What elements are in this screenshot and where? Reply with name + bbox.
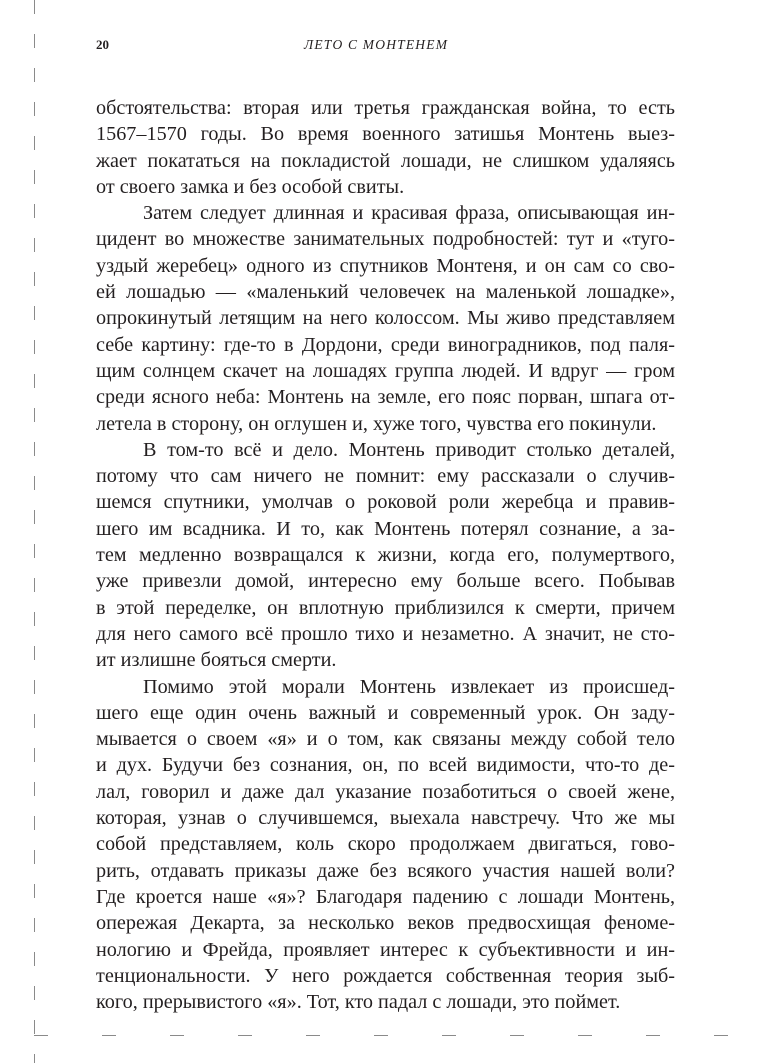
text-line: себе картину: где-то в Дордони, среди виноградников, под паля- bbox=[96, 333, 675, 356]
text-line: рить, отдавать приказы даже без всякого участия нашей воли? bbox=[96, 859, 675, 882]
text-line: опрокинутый летящим на него колоссом. Мы живо представляем bbox=[96, 307, 675, 330]
text-line: в этой переделке, он вплотную приблизился к смерти, причем bbox=[96, 596, 675, 619]
text-line: для него самого всё прошло тихо и незаметно. А значит, не сто- bbox=[96, 622, 675, 645]
text-line: которая, узнав о случившемся, выехала навстречу. Что же мы bbox=[96, 807, 675, 830]
text-line: собой представляем, коль скоро продолжаем двигаться, гово- bbox=[96, 833, 675, 856]
text-line: шего еще один очень важный и современный урок. Он заду- bbox=[96, 701, 675, 724]
text-line: уздый жеребец» одного из спутников Монтеня, и он сам со сво- bbox=[96, 254, 675, 277]
paragraph bbox=[96, 674, 675, 1016]
text-line: обстоятельства: вторая или третья гражданская война, то есть bbox=[96, 97, 675, 119]
text-line: шемся спутники, умолчав о роковой роли жеребца и правив- bbox=[96, 491, 675, 514]
text-line: 1567–1570 годы. Во время военного затишья Монтень выез- bbox=[96, 123, 675, 146]
book-title: ЛЕТО С МОНТЕНЕМ bbox=[304, 37, 449, 52]
running-header bbox=[96, 34, 674, 56]
paragraph bbox=[96, 200, 675, 437]
text-line: мывается о своем «я» и о том, как связаны между собой тело bbox=[96, 728, 675, 751]
text-line: потому что сам ничего не помнит: ему рассказали о случив- bbox=[96, 465, 675, 488]
text-line: шего им всадника. И то, как Монтень потерял сознание, а за- bbox=[96, 517, 675, 540]
text-line: кого, прерывистого «я». Тот, кто падал с лошади, это поймет. bbox=[96, 991, 621, 1014]
text-line: щим солнцем скачет на лошадях группа людей. И вдруг — гром bbox=[96, 359, 675, 382]
text-line: ит излишне бояться смерти. bbox=[96, 649, 337, 672]
crop-marks-left bbox=[34, 0, 35, 1063]
text-line: ей лошадью — «маленький человечек на маленькой лошадке», bbox=[96, 281, 675, 304]
text-line: уже привезли домой, интересно ему больше всего. Побывав bbox=[96, 570, 675, 593]
text-line: Затем следует длинная и красивая фраза, описывающая ин- bbox=[143, 202, 675, 225]
text-line: Помимо этой морали Монтень извлекает из происшед- bbox=[143, 675, 675, 698]
text-line: лал, говорил и даже дал указание позаботиться о своей жене, bbox=[96, 780, 675, 803]
paragraph bbox=[96, 95, 675, 200]
text-line: среди ясного неба: Монтень на земле, его пояс порван, шпага от- bbox=[96, 386, 675, 409]
text-line: нологию и Фрейда, проявляет интерес к субъективности и ин- bbox=[96, 938, 675, 961]
paragraph bbox=[96, 437, 675, 674]
text-line: от своего замка и без особой свиты. bbox=[96, 175, 405, 198]
crop-marks-bottom bbox=[0, 1035, 769, 1036]
text-line: цидент во множестве занимательных подробностей: тут и «туго- bbox=[96, 228, 675, 251]
text-line: тем медленно возвращался к жизни, когда его, полумертвого, bbox=[96, 544, 675, 567]
text-line: В том-то всё и дело. Монтень приводит столько деталей, bbox=[143, 438, 675, 461]
text-line: летела в сторону, он оглушен и, хуже того, чувства его покинули. bbox=[96, 412, 657, 435]
text-line: и дух. Будучи без сознания, он, по всей видимости, что-то де- bbox=[96, 754, 675, 777]
text-line: жает покататься на покладистой лошади, не слишком удаляясь bbox=[96, 149, 675, 172]
page-number: 20 bbox=[96, 37, 109, 52]
body-text bbox=[96, 95, 675, 1015]
text-line: Где кроется наше «я»? Благодаря падению с лошади Монтень, bbox=[96, 885, 675, 908]
text-line: опережая Декарта, за несколько веков предвосхищая феноме- bbox=[96, 912, 675, 935]
text-line: тенциональности. У него рождается собственная теория зыб- bbox=[96, 964, 675, 987]
